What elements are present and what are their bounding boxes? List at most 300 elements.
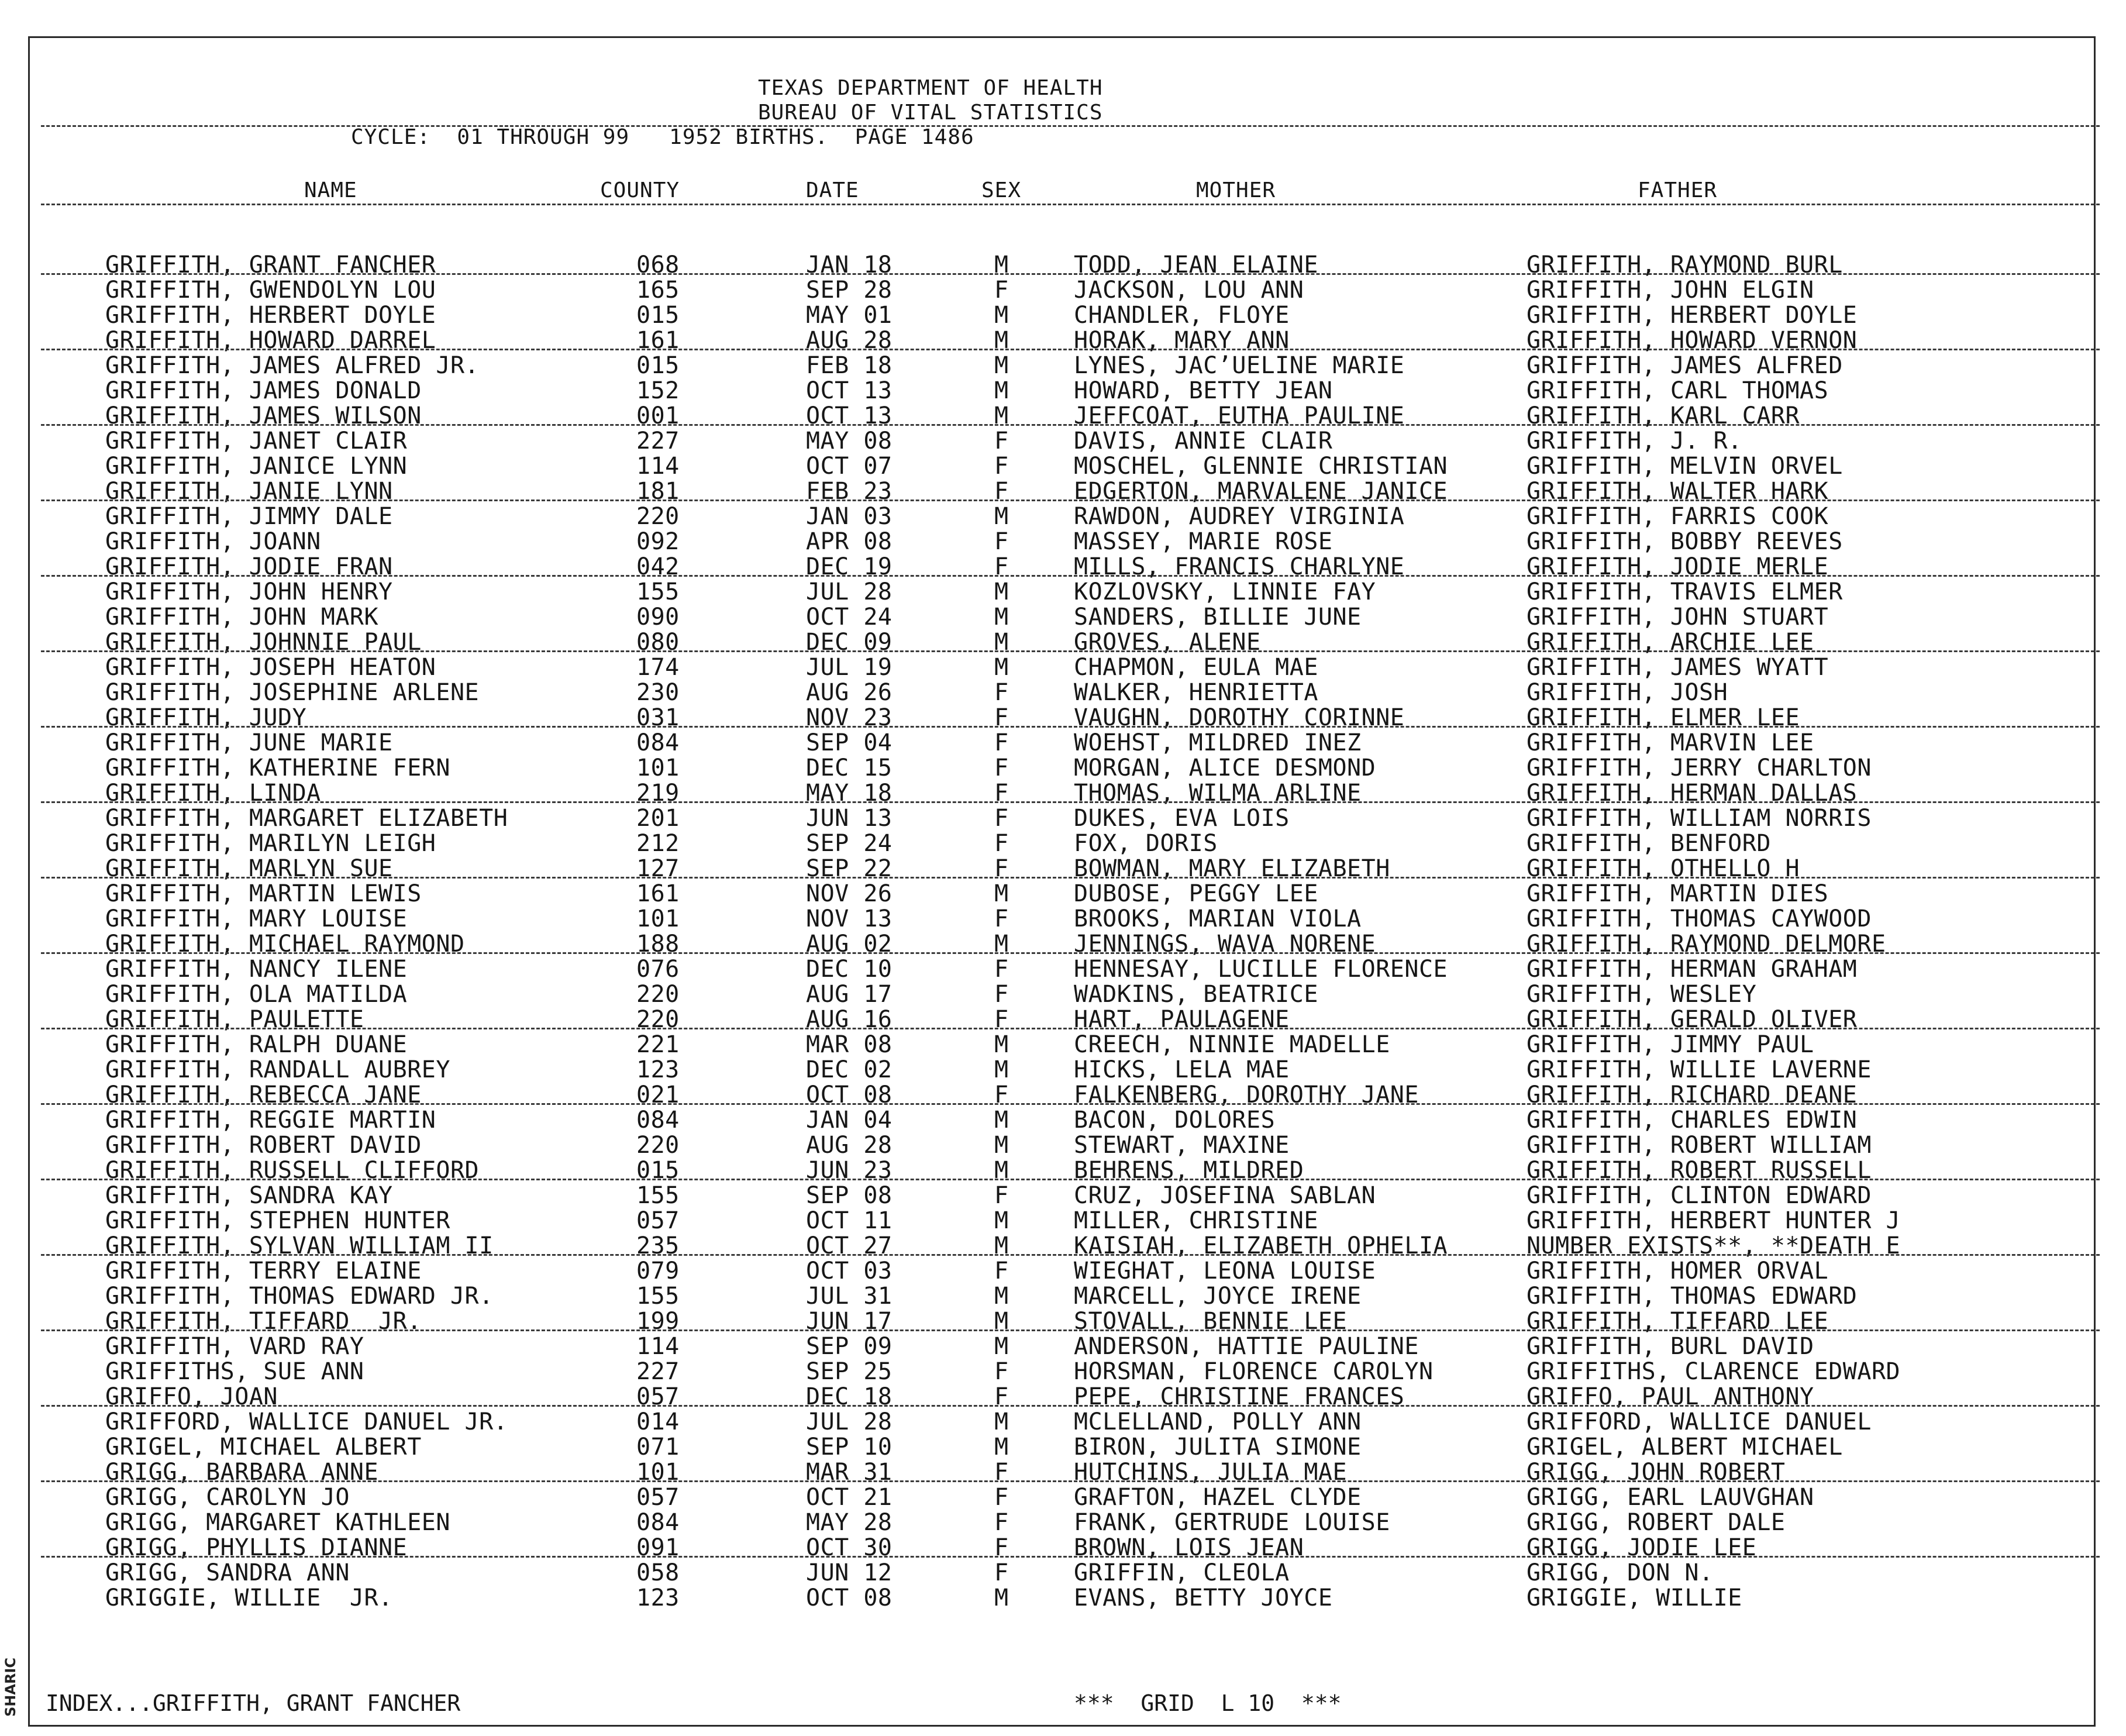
record-name: GRIFFITH, JAMES DONALD [105, 377, 422, 404]
record-mother: HICKS, LELA MAE [1074, 1056, 1290, 1083]
record-date: JAN 18 [806, 252, 893, 278]
record-county: 042 [636, 553, 680, 580]
record-row [0, 1586, 2126, 1611]
record-sex: M [994, 252, 1009, 278]
record-father: GRIFFITH, CHARLES EDWIN [1527, 1107, 1858, 1134]
record-date: APR 08 [806, 528, 893, 555]
record-mother: WALKER, HENRIETTA [1074, 679, 1318, 706]
record-date: JUL 28 [806, 578, 893, 605]
record-name: GRIFFITH, ROBERT DAVID [105, 1132, 422, 1159]
record-mother: DUKES, EVA LOIS [1074, 805, 1290, 832]
agency-title: TEXAS DEPARTMENT OF HEALTH [758, 76, 1103, 100]
record-mother: HART, PAULAGENE [1074, 1006, 1290, 1033]
record-father: GRIFFITH, JOHN STUART [1527, 604, 1829, 631]
record-row [0, 881, 2126, 907]
record-mother: HUTCHINS, JULIA MAE [1074, 1459, 1348, 1486]
record-sex: M [994, 327, 1009, 354]
record-name: GRIFFO, JOAN [105, 1383, 278, 1410]
record-date: OCT 24 [806, 604, 893, 631]
row-group-divider [41, 801, 2100, 803]
record-date: NOV 23 [806, 704, 893, 731]
record-sex: F [994, 1459, 1009, 1486]
record-sex: M [994, 503, 1009, 530]
record-date: SEP 24 [806, 830, 893, 857]
record-name: GRIFFITH, JOHNNIE PAUL [105, 629, 422, 656]
record-name: GRIFFITH, REBECCA JANE [105, 1081, 422, 1108]
record-date: AUG 02 [806, 931, 893, 957]
record-sex: F [994, 1258, 1009, 1284]
record-father: GRIFFITH, CLINTON EDWARD [1527, 1182, 1872, 1209]
record-name: GRIFFITH, JOSEPH HEATON [105, 654, 436, 681]
record-date: JAN 03 [806, 503, 893, 530]
record-sex: M [994, 880, 1009, 907]
record-mother: MORGAN, ALICE DESMOND [1074, 755, 1376, 781]
record-row [0, 907, 2126, 932]
record-father: NUMBER EXISTS**, **DEATH E [1527, 1232, 1901, 1259]
row-group-divider [41, 1179, 2100, 1180]
record-name: GRIFFITH, HOWARD DARREL [105, 327, 436, 354]
record-date: JUN 13 [806, 805, 893, 832]
record-row [0, 1058, 2126, 1083]
record-county: 227 [636, 1358, 680, 1385]
record-row [0, 1334, 2126, 1359]
grid-footer: *** GRID L 10 *** [1074, 1690, 1342, 1716]
record-sex: M [994, 1031, 1009, 1058]
record-mother: GROVES, ALENE [1074, 629, 1261, 656]
record-row [0, 353, 2126, 378]
record-mother: CREECH, NINNIE MADELLE [1074, 1031, 1390, 1058]
record-sex: F [994, 855, 1009, 882]
row-group-divider [41, 273, 2100, 275]
row-group-divider [41, 575, 2100, 577]
record-father: GRIFFITH, HERBERT DOYLE [1527, 302, 1858, 329]
record-father: GRIFFITH, OTHELLO H [1527, 855, 1800, 882]
record-county: 227 [636, 428, 680, 454]
record-father: GRIFFITH, JOSH [1527, 679, 1728, 706]
record-row [0, 1133, 2126, 1158]
record-date: NOV 13 [806, 905, 893, 932]
record-date: SEP 09 [806, 1333, 893, 1360]
record-row [0, 1435, 2126, 1460]
record-mother: FOX, DORIS [1074, 830, 1218, 857]
record-name: GRIFFITH, TIFFARD JR. [105, 1308, 422, 1335]
record-row [0, 1485, 2126, 1510]
record-sex: F [994, 1559, 1009, 1586]
record-name: GRIFFITH, MARTIN LEWIS [105, 880, 422, 907]
record-county: 014 [636, 1408, 680, 1435]
record-row [0, 454, 2126, 479]
record-county: 161 [636, 880, 680, 907]
record-father: GRIFFITH, WILLIE LAVERNE [1527, 1056, 1872, 1083]
record-father: GRIFFITH, J. R. [1527, 428, 1742, 454]
record-sex: M [994, 1157, 1009, 1184]
record-father: GRIFFITH, KARL CARR [1527, 402, 1800, 429]
record-row [0, 378, 2126, 404]
record-mother: ANDERSON, HATTIE PAULINE [1074, 1333, 1419, 1360]
row-group-divider [41, 726, 2100, 728]
record-sex: M [994, 1207, 1009, 1234]
record-father: GRIFFITH, HERMAN GRAHAM [1527, 956, 1858, 983]
record-name: GRIFFITH, MARGARET ELIZABETH [105, 805, 508, 832]
record-sex: M [994, 1056, 1009, 1083]
record-name: GRIGG, MARGARET KATHLEEN [105, 1509, 450, 1536]
record-sex: F [994, 1081, 1009, 1108]
record-mother: PEPE, CHRISTINE FRANCES [1074, 1383, 1405, 1410]
record-father: GRIFFITH, HERMAN DALLAS [1527, 780, 1858, 807]
record-sex: M [994, 377, 1009, 404]
record-father: GRIFFITH, TRAVIS ELMER [1527, 578, 1843, 605]
record-sex: F [994, 428, 1009, 454]
col-header-date: DATE [806, 178, 859, 202]
record-county: 235 [636, 1232, 680, 1259]
record-county: 079 [636, 1258, 680, 1284]
record-sex: M [994, 604, 1009, 631]
record-county: 057 [636, 1207, 680, 1234]
record-mother: MILLER, CHRISTINE [1074, 1207, 1318, 1234]
record-date: MAY 18 [806, 780, 893, 807]
record-mother: JENNINGS, WAVA NORENE [1074, 931, 1376, 957]
record-name: GRIFFITH, MARY LOUISE [105, 905, 408, 932]
row-group-divider [41, 1028, 2100, 1029]
record-sex: M [994, 931, 1009, 957]
record-father: GRIGGIE, WILLIE [1527, 1585, 1742, 1611]
record-sex: M [994, 1107, 1009, 1134]
record-date: MAY 01 [806, 302, 893, 329]
record-mother: DAVIS, ANNIE CLAIR [1074, 428, 1333, 454]
record-mother: BACON, DOLORES [1074, 1107, 1276, 1134]
record-sex: M [994, 654, 1009, 681]
record-name: GRIFFITH, JAMES ALFRED JR. [105, 352, 480, 379]
record-father: GRIFFORD, WALLICE DANUEL [1527, 1408, 1872, 1435]
record-county: 220 [636, 981, 680, 1008]
record-mother: JACKSON, LOU ANN [1074, 277, 1304, 304]
header-divider [41, 125, 2100, 127]
record-row [0, 731, 2126, 756]
record-sex: F [994, 453, 1009, 480]
record-name: GRIFFITH, GRANT FANCHER [105, 252, 436, 278]
record-name: GRIFFITH, JOSEPHINE ARLENE [105, 679, 480, 706]
record-date: JAN 04 [806, 1107, 893, 1134]
record-name: GRIFFITH, JANET CLAIR [105, 428, 408, 454]
record-father: GRIFFITHS, CLARENCE EDWARD [1527, 1358, 1901, 1385]
record-date: DEC 09 [806, 629, 893, 656]
record-row [0, 1561, 2126, 1586]
record-date: JUN 12 [806, 1559, 893, 1586]
record-mother: CRUZ, JOSEFINA SABLAN [1074, 1182, 1376, 1209]
record-sex: F [994, 1006, 1009, 1033]
record-mother: MCLELLAND, POLLY ANN [1074, 1408, 1362, 1435]
record-mother: VAUGHN, DOROTHY CORINNE [1074, 704, 1405, 731]
record-date: NOV 26 [806, 880, 893, 907]
record-mother: KAISIAH, ELIZABETH OPHELIA [1074, 1232, 1448, 1259]
record-father: GRIFFITH, JOHN ELGIN [1527, 277, 1814, 304]
record-sex: F [994, 1383, 1009, 1410]
record-father: GRIGG, JODIE LEE [1527, 1534, 1757, 1561]
record-date: MAR 31 [806, 1459, 893, 1486]
record-row [0, 1510, 2126, 1535]
record-father: GRIFFITH, WILLIAM NORRIS [1527, 805, 1872, 832]
record-father: GRIFFITH, WESLEY [1527, 981, 1757, 1008]
record-date: OCT 21 [806, 1484, 893, 1511]
record-date: MAY 08 [806, 428, 893, 454]
record-name: GRIGG, BARBARA ANNE [105, 1459, 379, 1486]
record-name: GRIFFITH, JOANN [105, 528, 321, 555]
record-county: 021 [636, 1081, 680, 1108]
record-county: 219 [636, 780, 680, 807]
record-date: AUG 17 [806, 981, 893, 1008]
record-mother: CHANDLER, FLOYE [1074, 302, 1290, 329]
index-footer: INDEX...GRIFFITH, GRANT FANCHER [46, 1690, 461, 1716]
record-mother: HOWARD, BETTY JEAN [1074, 377, 1333, 404]
record-sex: M [994, 578, 1009, 605]
record-county: 155 [636, 578, 680, 605]
record-row [0, 1032, 2126, 1058]
record-date: OCT 03 [806, 1258, 893, 1284]
record-sex: F [994, 755, 1009, 781]
record-father: GRIGG, EARL LAUVGHAN [1527, 1484, 1814, 1511]
record-name: GRIGG, CAROLYN JO [105, 1484, 350, 1511]
record-mother: CHAPMON, EULA MAE [1074, 654, 1318, 681]
record-sex: F [994, 905, 1009, 932]
record-county: 127 [636, 855, 680, 882]
record-sex: M [994, 402, 1009, 429]
record-sex: M [994, 1283, 1009, 1310]
record-row [0, 1259, 2126, 1284]
record-mother: GRAFTON, HAZEL CLYDE [1074, 1484, 1362, 1511]
col-header-county: COUNTY [600, 178, 680, 202]
record-sex: M [994, 302, 1009, 329]
record-row [0, 1359, 2126, 1384]
record-sex: F [994, 1534, 1009, 1561]
record-name: GRIFFITH, REGGIE MARTIN [105, 1107, 436, 1134]
record-county: 152 [636, 377, 680, 404]
record-date: OCT 08 [806, 1081, 893, 1108]
record-date: SEP 08 [806, 1182, 893, 1209]
record-county: 068 [636, 252, 680, 278]
record-row [0, 982, 2126, 1007]
col-header-mother: MOTHER [1196, 178, 1276, 202]
record-father: GRIFFO, PAUL ANTHONY [1527, 1383, 1814, 1410]
record-sex: F [994, 1509, 1009, 1536]
record-county: 031 [636, 704, 680, 731]
row-group-divider [41, 349, 2100, 350]
record-name: GRIFFITH, MARLYN SUE [105, 855, 393, 882]
record-date: FEB 23 [806, 478, 893, 505]
record-row [0, 504, 2126, 529]
record-row [0, 580, 2126, 605]
record-row [0, 429, 2126, 454]
record-father: GRIFFITH, HOMER ORVAL [1527, 1258, 1829, 1284]
record-mother: WIEGHAT, LEONA LOUISE [1074, 1258, 1376, 1284]
row-group-divider [41, 1329, 2100, 1331]
record-date: JUN 23 [806, 1157, 893, 1184]
record-sex: F [994, 704, 1009, 731]
record-sex: M [994, 1585, 1009, 1611]
record-county: 155 [636, 1182, 680, 1209]
record-name: GRIFFITH, JANIE LYNN [105, 478, 393, 505]
record-county: 015 [636, 1157, 680, 1184]
record-mother: THOMAS, WILMA ARLINE [1074, 780, 1362, 807]
record-father: GRIFFITH, CARL THOMAS [1527, 377, 1829, 404]
record-county: 071 [636, 1434, 680, 1461]
row-group-divider [41, 1556, 2100, 1558]
record-name: GRIGEL, MICHAEL ALBERT [105, 1434, 422, 1461]
record-county: 220 [636, 1006, 680, 1033]
record-sex: F [994, 528, 1009, 555]
record-name: GRIFFITH, HERBERT DOYLE [105, 302, 436, 329]
record-row [0, 1208, 2126, 1234]
record-county: 199 [636, 1308, 680, 1335]
record-mother: DUBOSE, PEGGY LEE [1074, 880, 1318, 907]
col-header-name: NAME [304, 178, 357, 202]
record-mother: SANDERS, BILLIE JUNE [1074, 604, 1362, 631]
record-mother: HENNESAY, LUCILLE FLORENCE [1074, 956, 1448, 983]
record-father: GRIFFITH, GERALD OLIVER [1527, 1006, 1858, 1033]
record-father: GRIFFITH, RICHARD DEANE [1527, 1081, 1858, 1108]
record-father: GRIFFITH, RAYMOND DELMORE [1527, 931, 1886, 957]
record-county: 221 [636, 1031, 680, 1058]
record-sex: F [994, 1484, 1009, 1511]
side-label: SHARIC [2, 1658, 19, 1717]
record-father: GRIGEL, ALBERT MICHAEL [1527, 1434, 1843, 1461]
record-father: GRIFFITH, JAMES WYATT [1527, 654, 1829, 681]
record-date: DEC 02 [806, 1056, 893, 1083]
row-group-divider [41, 1254, 2100, 1256]
record-name: GRIFFITH, OLA MATILDA [105, 981, 408, 1008]
record-sex: F [994, 729, 1009, 756]
record-name: GRIFFITH, NANCY ILENE [105, 956, 408, 983]
record-date: AUG 16 [806, 1006, 893, 1033]
record-father: GRIFFITH, JERRY CHARLTON [1527, 755, 1872, 781]
record-row [0, 680, 2126, 705]
record-row [0, 756, 2126, 781]
record-row [0, 605, 2126, 630]
record-father: GRIFFITH, THOMAS EDWARD [1527, 1283, 1858, 1310]
record-name: GRIFFITH, PAULETTE [105, 1006, 364, 1033]
record-sex: M [994, 1434, 1009, 1461]
record-father: GRIFFITH, JODIE MERLE [1527, 553, 1829, 580]
row-group-divider [41, 1405, 2100, 1407]
record-name: GRIFFITH, SYLVAN WILLIAM II [105, 1232, 494, 1259]
record-date: SEP 22 [806, 855, 893, 882]
record-date: OCT 13 [806, 402, 893, 429]
record-date: OCT 07 [806, 453, 893, 480]
record-mother: GRIFFIN, CLEOLA [1074, 1559, 1290, 1586]
record-county: 220 [636, 503, 680, 530]
record-county: 174 [636, 654, 680, 681]
record-date: OCT 13 [806, 377, 893, 404]
record-father: GRIFFITH, ARCHIE LEE [1527, 629, 1814, 656]
record-father: GRIFFITH, WALTER HARK [1527, 478, 1829, 505]
record-sex: M [994, 629, 1009, 656]
record-father: GRIFFITH, JIMMY PAUL [1527, 1031, 1814, 1058]
record-date: AUG 26 [806, 679, 893, 706]
record-father: GRIFFITH, HOWARD VERNON [1527, 327, 1858, 354]
record-mother: RAWDON, AUDREY VIRGINIA [1074, 503, 1405, 530]
record-county: 188 [636, 931, 680, 957]
record-county: 015 [636, 302, 680, 329]
record-father: GRIFFITH, MARTIN DIES [1527, 880, 1829, 907]
record-name: GRIFFITHS, SUE ANN [105, 1358, 364, 1385]
record-sex: F [994, 1358, 1009, 1385]
record-name: GRIFFORD, WALLICE DANUEL JR. [105, 1408, 508, 1435]
record-date: FEB 18 [806, 352, 893, 379]
record-father: GRIFFITH, HERBERT HUNTER J [1527, 1207, 1901, 1234]
record-mother: BIRON, JULITA SIMONE [1074, 1434, 1362, 1461]
record-mother: HORSMAN, FLORENCE CAROLYN [1074, 1358, 1434, 1385]
record-name: GRIFFITH, VARD RAY [105, 1333, 364, 1360]
row-group-divider [41, 500, 2100, 501]
record-name: GRIFFITH, GWENDOLYN LOU [105, 277, 436, 304]
column-header-divider [41, 204, 2100, 205]
record-row [0, 1410, 2126, 1435]
record-date: DEC 18 [806, 1383, 893, 1410]
record-mother: WOEHST, MILDRED INEZ [1074, 729, 1362, 756]
record-row [0, 831, 2126, 856]
record-mother: WADKINS, BEATRICE [1074, 981, 1318, 1008]
record-sex: M [994, 352, 1009, 379]
record-name: GRIFFITH, JUDY [105, 704, 307, 731]
record-father: GRIFFITH, MELVIN ORVEL [1527, 453, 1843, 480]
record-county: 201 [636, 805, 680, 832]
record-county: 230 [636, 679, 680, 706]
record-mother: JEFFCOAT, EUTHA PAULINE [1074, 402, 1405, 429]
record-mother: BEHRENS, MILDRED [1074, 1157, 1304, 1184]
record-name: GRIFFITH, LINDA [105, 780, 321, 807]
record-mother: TODD, JEAN ELAINE [1074, 252, 1318, 278]
record-father: GRIFFITH, ELMER LEE [1527, 704, 1800, 731]
record-county: 212 [636, 830, 680, 857]
record-date: DEC 10 [806, 956, 893, 983]
record-county: 123 [636, 1056, 680, 1083]
record-county: 165 [636, 277, 680, 304]
record-mother: BROWN, LOIS JEAN [1074, 1534, 1304, 1561]
record-mother: MILLS, FRANCIS CHARLYNE [1074, 553, 1405, 580]
row-group-divider [41, 952, 2100, 954]
col-header-father: FATHER [1638, 178, 1718, 202]
record-sex: F [994, 956, 1009, 983]
record-county: 101 [636, 1459, 680, 1486]
record-mother: EVANS, BETTY JOYCE [1074, 1585, 1333, 1611]
record-county: 123 [636, 1585, 680, 1611]
record-date: SEP 04 [806, 729, 893, 756]
record-mother: MASSEY, MARIE ROSE [1074, 528, 1333, 555]
record-county: 084 [636, 1509, 680, 1536]
record-name: GRIFFITH, JODIE FRAN [105, 553, 393, 580]
record-county: 084 [636, 1107, 680, 1134]
record-sex: M [994, 1408, 1009, 1435]
record-sex: F [994, 981, 1009, 1008]
bureau-title: BUREAU OF VITAL STATISTICS [758, 101, 1103, 125]
record-date: AUG 28 [806, 327, 893, 354]
record-county: 080 [636, 629, 680, 656]
record-date: AUG 28 [806, 1132, 893, 1159]
record-name: GRIFFITH, JOHN MARK [105, 604, 379, 631]
record-mother: MOSCHEL, GLENNIE CHRISTIAN [1074, 453, 1448, 480]
record-father: GRIGG, ROBERT DALE [1527, 1509, 1786, 1536]
record-date: JUL 31 [806, 1283, 893, 1310]
record-mother: LYNES, JAC’UELINE MARIE [1074, 352, 1405, 379]
record-sex: F [994, 1182, 1009, 1209]
record-date: SEP 10 [806, 1434, 893, 1461]
record-name: GRIFFITH, JANICE LYNN [105, 453, 408, 480]
record-county: 076 [636, 956, 680, 983]
record-row [0, 655, 2126, 680]
record-county: 058 [636, 1559, 680, 1586]
record-sex: M [994, 1232, 1009, 1259]
record-father: GRIFFITH, RAYMOND BURL [1527, 252, 1843, 278]
record-county: 001 [636, 402, 680, 429]
